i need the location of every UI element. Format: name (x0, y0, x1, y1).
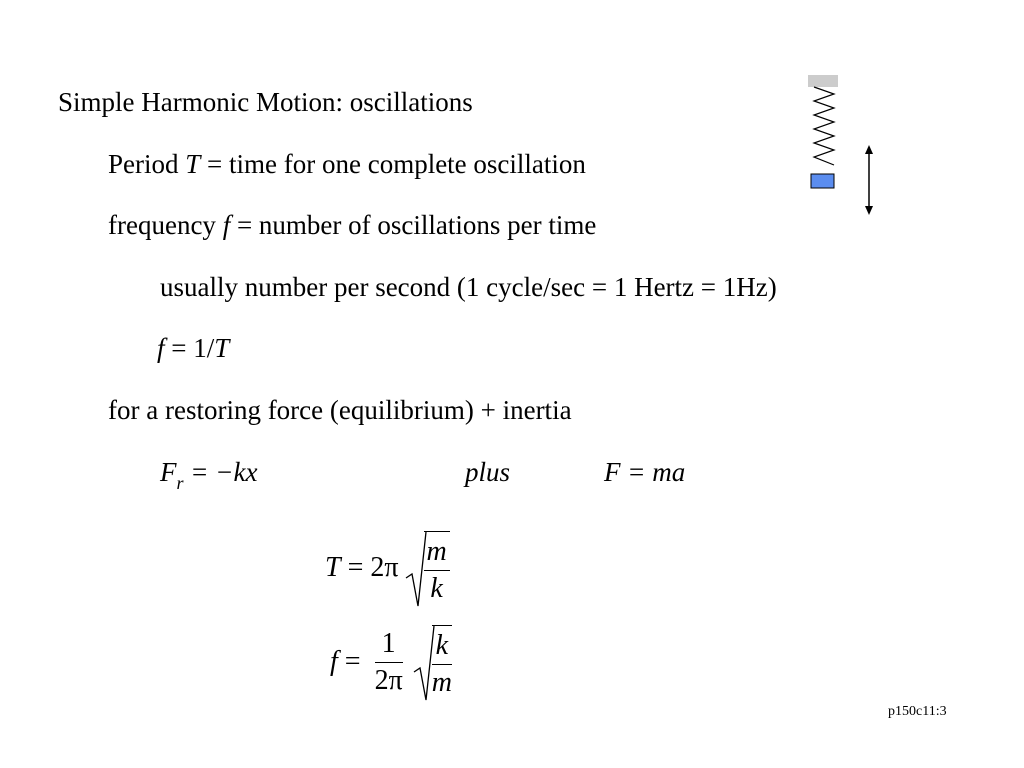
spring-mass-diagram (800, 70, 890, 220)
freq-radicand (432, 625, 452, 699)
force-equation (160, 456, 257, 491)
force-F: F (160, 457, 177, 487)
period-definition (108, 148, 586, 180)
period-formula-lhs: T (325, 552, 341, 583)
freq-formula-eq: = (337, 646, 368, 677)
force-rhs: = −kx (183, 457, 258, 487)
frequency-prefix: frequency (108, 210, 223, 240)
period-prefix: Period (108, 149, 186, 179)
period-formula (325, 528, 450, 608)
freq-coefficient-den: 2π (374, 664, 403, 696)
frequency-formula (330, 622, 452, 702)
frequency-definition (108, 209, 596, 241)
mass-block (811, 174, 834, 188)
freq-formula-lhs: f (330, 646, 338, 677)
spring (814, 87, 834, 165)
period-symbol: T (185, 149, 201, 179)
freq-coefficient-num: 1 (375, 628, 403, 663)
ceiling (808, 75, 838, 87)
period-radicand-den: k (430, 573, 443, 604)
period-radicand (424, 531, 450, 605)
freq-radicand-num: k (432, 630, 452, 665)
freq-coefficient (375, 628, 403, 697)
f-relation-f: f (157, 333, 165, 363)
f-relation-T: T (214, 333, 230, 363)
frequency-symbol: f (222, 210, 231, 240)
period-radicand-num: m (424, 536, 450, 571)
slide-title: Simple Harmonic Motion: oscillations (58, 87, 473, 117)
arrow-head-up (865, 145, 873, 154)
freq-radicand-den: m (431, 667, 452, 698)
restoring-force-line: for a restoring force (equilibrium) + inertia (108, 395, 572, 425)
f-relation (157, 332, 229, 364)
plus-word: plus (465, 457, 511, 487)
arrow-head-down (865, 206, 873, 215)
frequency-suffix: = number of oscillations per time (230, 210, 597, 240)
newton-equation: F = ma (604, 457, 686, 487)
period-suffix: = time for one complete oscillation (200, 149, 586, 179)
page-footer: p150c11:3 (888, 704, 947, 719)
f-relation-eq: = 1/ (164, 333, 215, 363)
hertz-note: usually number per second (1 cycle/sec = 1 Hertz = 1Hz) (160, 272, 777, 302)
period-formula-eq: = 2π (340, 552, 399, 583)
force-subscript: r (176, 473, 184, 493)
